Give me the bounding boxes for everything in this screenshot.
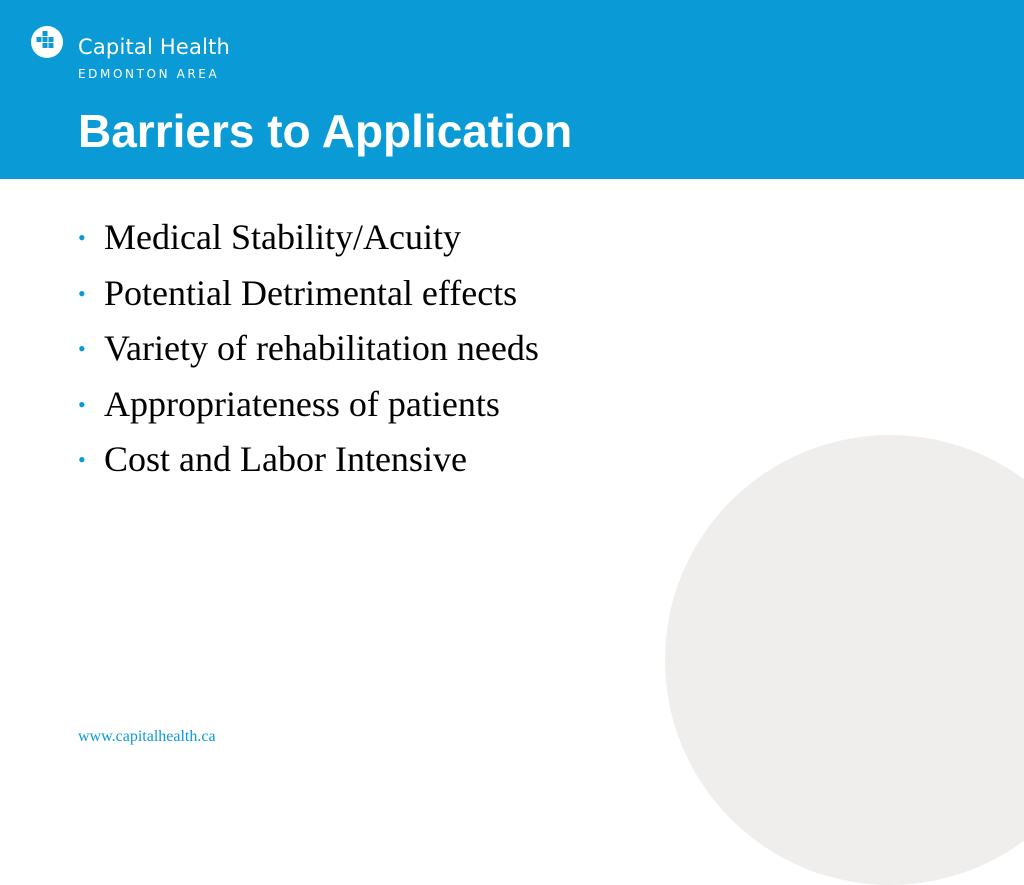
logo-name: Capital Health <box>78 35 231 59</box>
capital-health-logo <box>30 25 250 85</box>
decorative-circle <box>665 435 1024 885</box>
bullet-icon: • <box>78 225 86 250</box>
slide-title: Barriers to Application <box>78 105 573 157</box>
bullet-text: Appropriateness of patients <box>104 383 500 424</box>
header-band <box>0 0 1024 179</box>
bullet-icon: • <box>78 447 86 472</box>
bullet-text: Variety of rehabilitation needs <box>104 328 539 368</box>
bullet-icon: • <box>78 391 86 417</box>
bullet-text: Cost and Labor Intensive <box>104 439 467 479</box>
bullet-icon: • <box>78 280 86 306</box>
bullet-text: Potential Detrimental effects <box>104 272 518 313</box>
bullet-icon: • <box>78 336 86 361</box>
logo-subtitle: EDMONTON AREA <box>78 67 220 81</box>
capital-health-cross-logo-icon <box>30 25 64 59</box>
footer-website-link[interactable]: www.capitalhealth.ca <box>78 728 216 745</box>
bullet-text: Medical Stability/Acuity <box>104 217 461 257</box>
